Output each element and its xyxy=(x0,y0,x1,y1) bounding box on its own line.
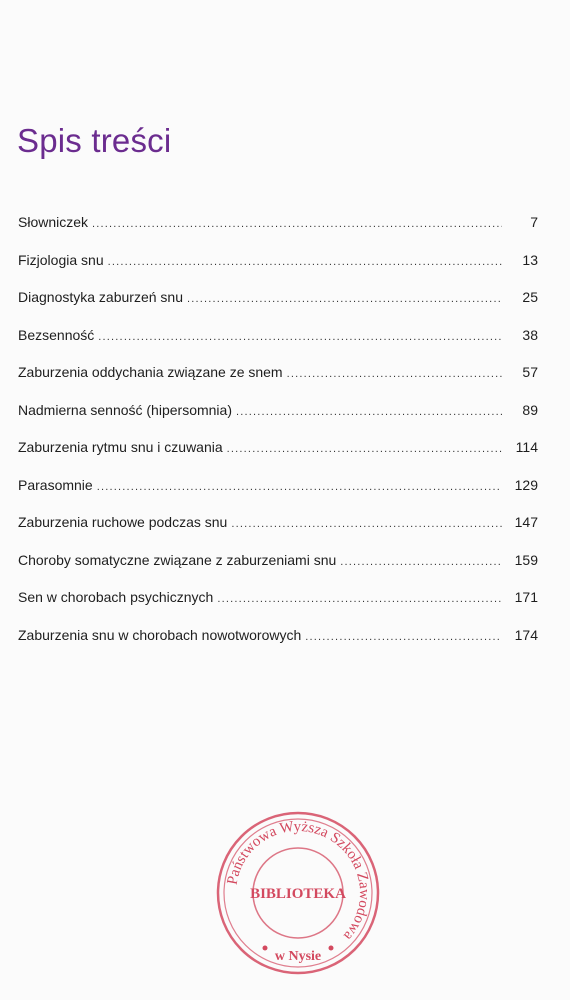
toc-entry-page: 174 xyxy=(514,626,538,643)
stamp-center-text: BIBLIOTEKA xyxy=(250,886,346,902)
toc-entry-title: Fizjologia snu xyxy=(18,251,104,268)
toc-dot-leader xyxy=(98,327,502,347)
toc-entry-page: 57 xyxy=(522,364,538,380)
toc-dot-leader xyxy=(305,627,502,647)
toc-dot-leader xyxy=(217,589,502,609)
toc-entry-title: Sen w chorobach psychicznych xyxy=(18,589,214,605)
stamp-bottom-text: w Nysie xyxy=(274,949,322,964)
toc-entry xyxy=(18,437,538,475)
toc-entry-title: Bezsenność xyxy=(18,326,95,343)
toc-entry-title: Zaburzenia snu w chorobach nowotworowych xyxy=(18,626,302,643)
toc-dot-leader xyxy=(97,477,502,497)
toc-entry-page: 89 xyxy=(522,401,538,418)
toc-dot-leader xyxy=(340,552,502,572)
toc-dot-leader xyxy=(92,214,502,234)
toc-entry-title: Nadmierna senność (hipersomnia) xyxy=(18,401,232,418)
toc-entry xyxy=(18,250,538,288)
toc-entry-title: Zaburzenia rytmu snu i czuwania xyxy=(18,439,223,455)
toc-entry-title: Zaburzenia ruchowe podczas snu xyxy=(18,514,228,530)
library-stamp xyxy=(213,808,383,978)
toc-entry xyxy=(18,625,538,663)
toc-dot-leader xyxy=(287,364,502,384)
toc-dot-leader xyxy=(108,252,502,272)
toc-entry-title: Diagnostyka zaburzeń snu xyxy=(18,289,183,305)
toc-dot-leader xyxy=(187,289,502,309)
toc-entry-title: Zaburzenia oddychania związane ze snem xyxy=(18,364,283,380)
table-of-contents xyxy=(18,212,538,662)
stamp-outer-text: Państwowa Wyższa Szkoła Zawodowa xyxy=(224,818,373,944)
toc-entry-title: Parasomnie xyxy=(18,476,93,493)
toc-entry xyxy=(18,587,538,625)
toc-entry-page: 159 xyxy=(514,551,538,568)
toc-entry xyxy=(18,325,538,363)
toc-entry xyxy=(18,512,538,550)
toc-entry-page: 38 xyxy=(522,326,538,343)
toc-dot-leader xyxy=(236,402,502,422)
toc-dot-leader xyxy=(231,514,502,534)
toc-dot-leader xyxy=(227,439,502,459)
toc-entry xyxy=(18,362,538,400)
toc-entry xyxy=(18,475,538,513)
toc-entry-page: 129 xyxy=(514,476,538,493)
page-title: Spis treści xyxy=(17,122,172,159)
toc-entry-page: 147 xyxy=(514,514,538,530)
toc-entry-page: 114 xyxy=(515,439,538,455)
toc-entry-page: 25 xyxy=(522,289,538,305)
toc-entry-title: Słowniczek xyxy=(18,214,89,230)
toc-entry-page: 7 xyxy=(530,214,538,230)
toc-entry-page: 13 xyxy=(522,251,538,268)
toc-entry xyxy=(18,287,538,325)
toc-entry xyxy=(18,212,538,250)
toc-entry xyxy=(18,400,538,438)
toc-entry xyxy=(18,550,538,588)
toc-entry-page: 171 xyxy=(514,589,538,605)
toc-entry-title: Choroby somatyczne związane z zaburzeniami snu xyxy=(18,551,337,568)
